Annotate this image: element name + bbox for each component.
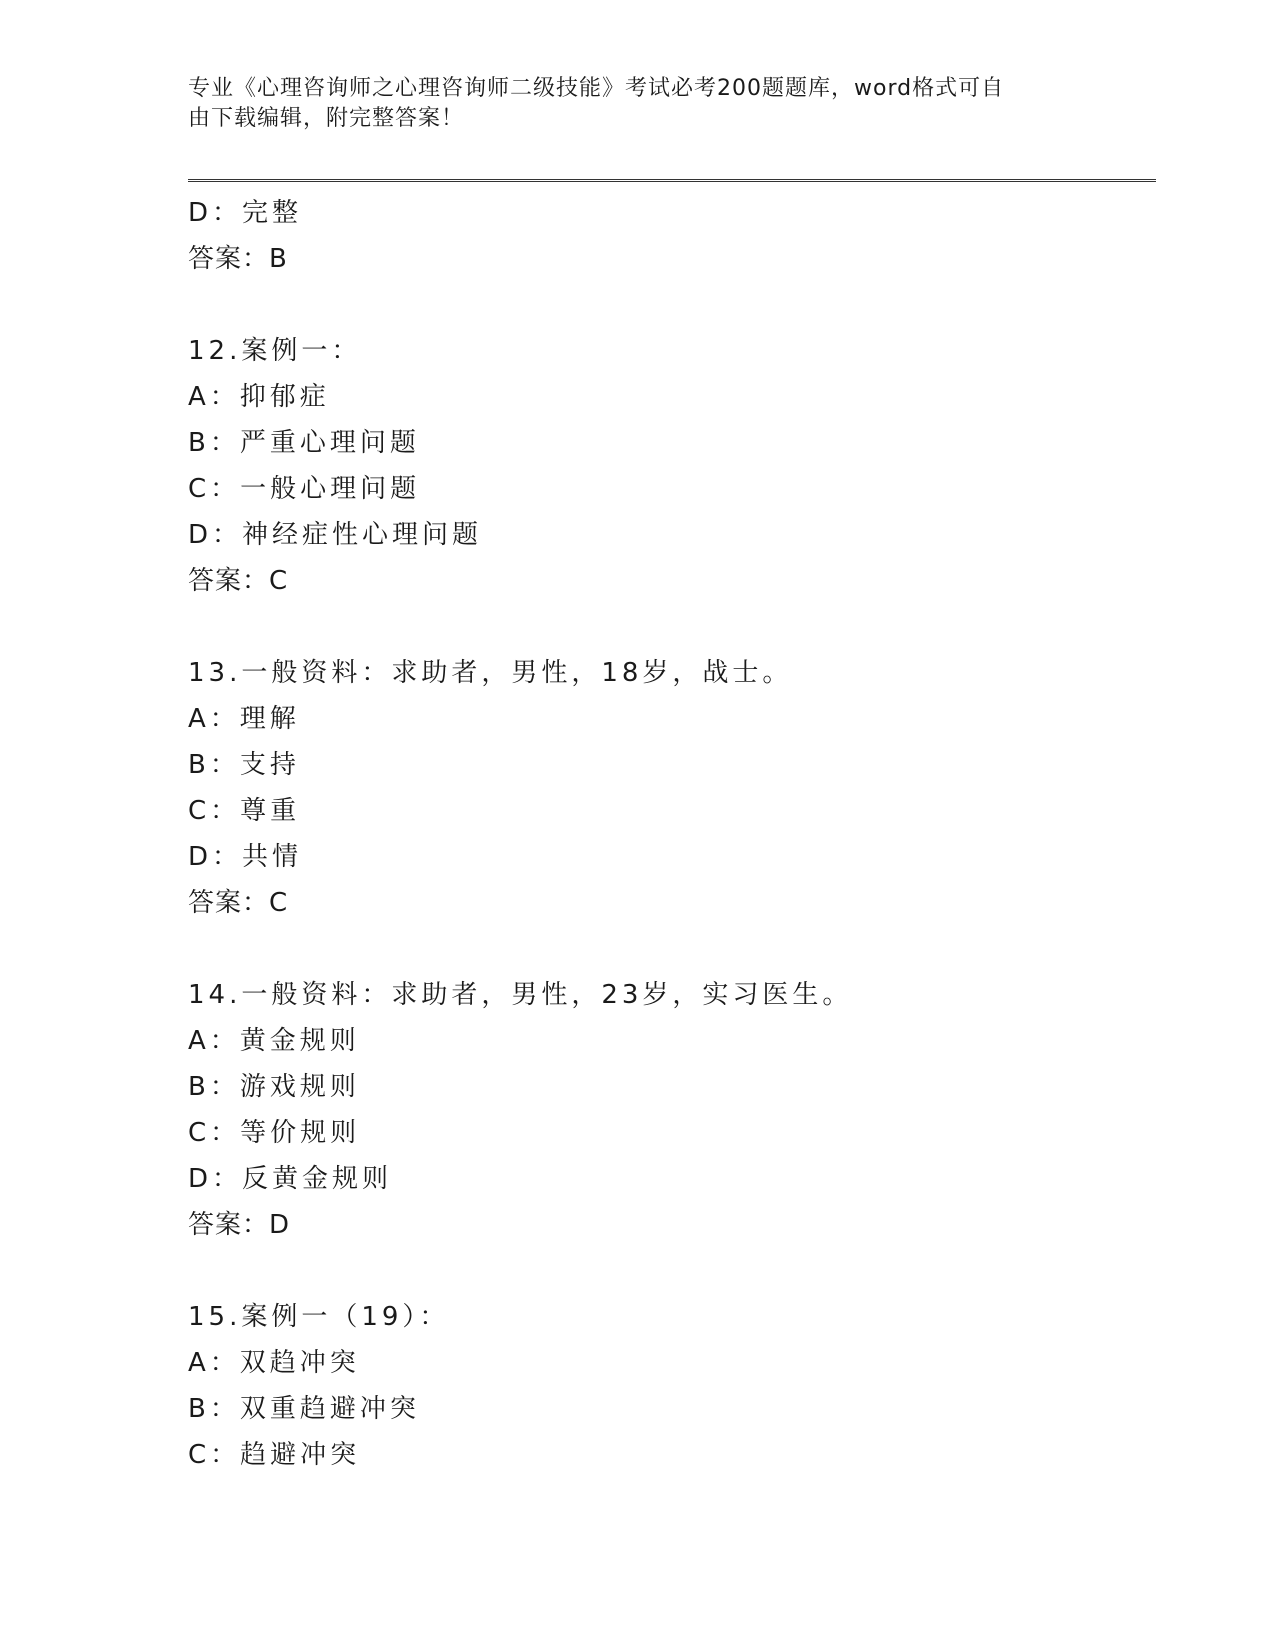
option-b: B：支持 [188,750,300,780]
option-d: D：神经症性心理问题 [188,520,483,550]
question-block [188,1294,1148,1478]
header-divider [188,179,1156,182]
option-c: C：等价规则 [188,1118,361,1148]
option-d: D：完整 [188,198,303,228]
answer-line: 答案：D [188,1210,291,1240]
header-line-2: 由下载编辑，附完整答案！ [188,106,465,131]
question-block [188,328,1148,604]
question-block [188,650,1148,926]
question-title: 13.一般资料：求助者，男性，18岁，战士。 [188,658,793,688]
option-d: D：共情 [188,842,303,872]
document-header [188,74,1068,134]
option-b: B：游戏规则 [188,1072,360,1102]
question-title: 12.案例一： [188,336,362,366]
option-c: C：一般心理问题 [188,474,421,504]
option-c: C：趋避冲突 [188,1440,361,1470]
block-spacer [188,282,1148,328]
answer-line: 答案：B [188,244,288,274]
option-b: B：双重趋避冲突 [188,1394,420,1424]
answer-line: 答案：C [188,888,289,918]
block-spacer [188,926,1148,972]
block-spacer [188,1248,1148,1294]
question-list [188,190,1148,1478]
question-title: 15.案例一（19）： [188,1302,450,1332]
option-c: C：尊重 [188,796,301,826]
question-block [188,972,1148,1248]
option-d: D：反黄金规则 [188,1164,393,1194]
option-a: A：黄金规则 [188,1026,360,1056]
question-title: 14.一般资料：求助者，男性，23岁，实习医生。 [188,980,853,1010]
answer-line: 答案：C [188,566,289,596]
option-b: B：严重心理问题 [188,428,420,458]
question-block [188,190,1148,282]
block-spacer [188,604,1148,650]
option-a: A：理解 [188,704,300,734]
header-line-1: 专业《心理咨询师之心理咨询师二级技能》考试必考200题题库，word格式可自 [188,76,1005,101]
option-a: A：双趋冲突 [188,1348,360,1378]
option-a: A：抑郁症 [188,382,330,412]
